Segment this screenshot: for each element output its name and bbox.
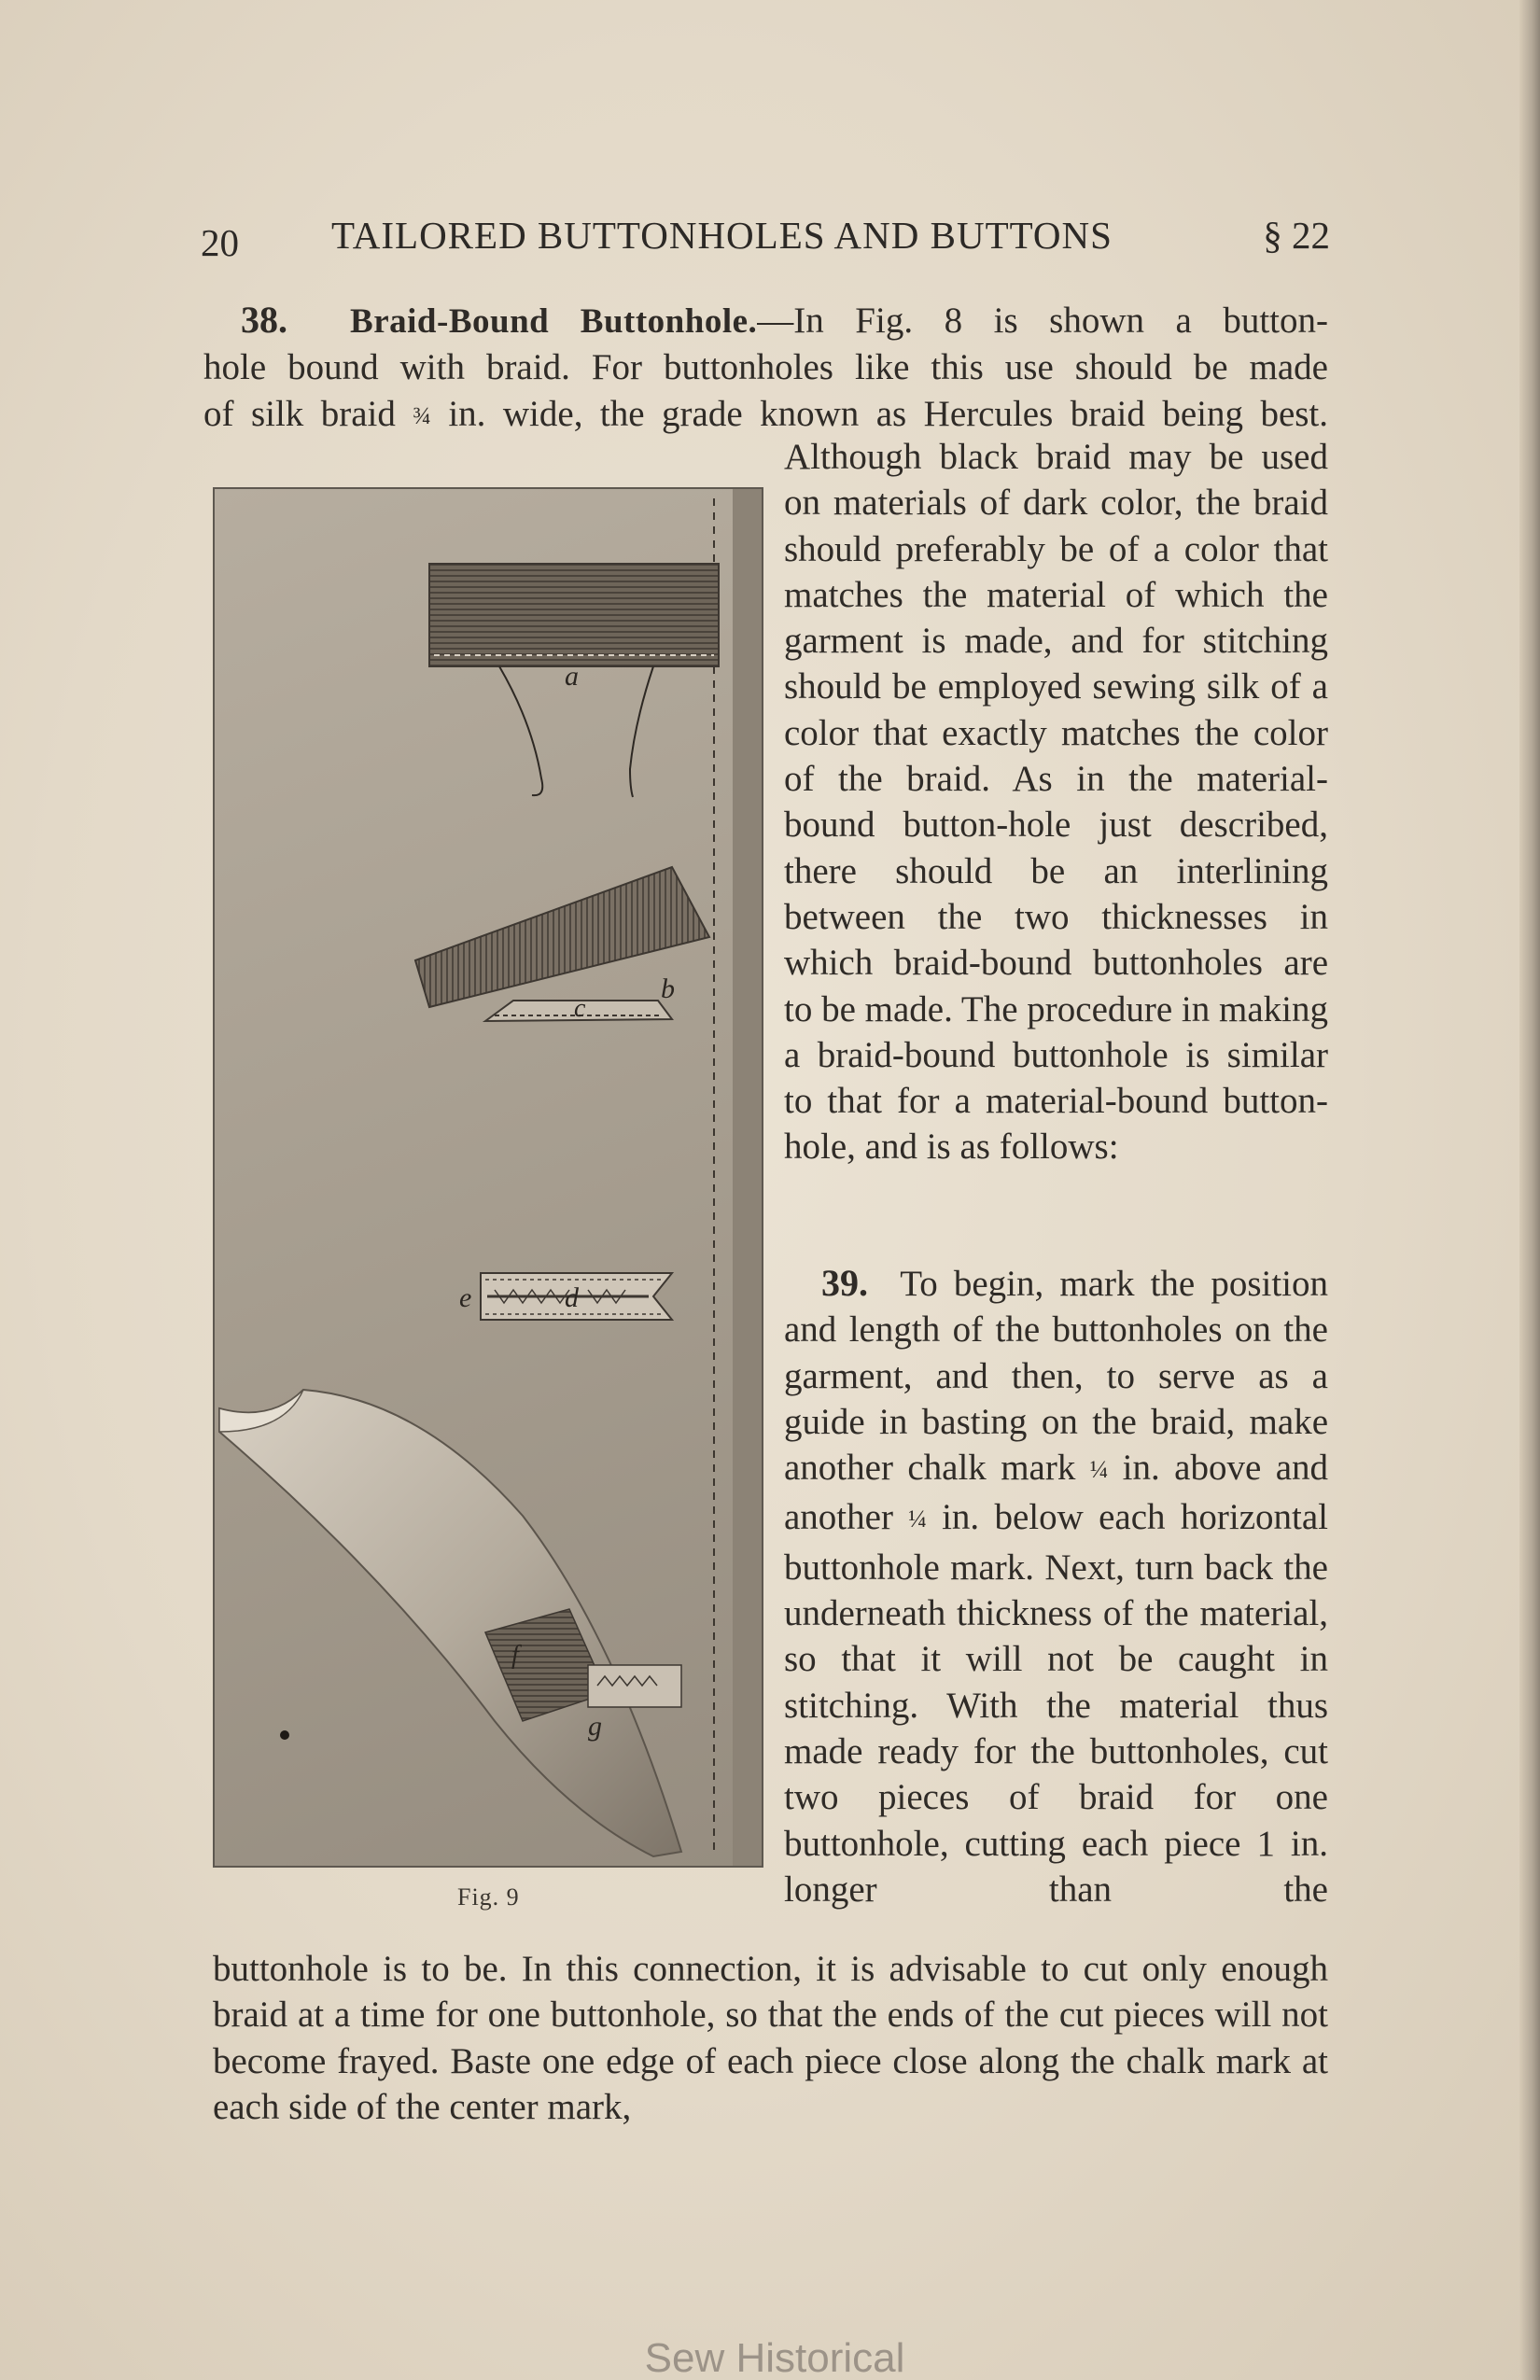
text-line: in. wide, the grade known as Hercules braid being best. [430,393,1329,434]
turned-back-corner [219,1390,681,1856]
paragraph-38-column [784,434,1328,1170]
paragraph-38-intro [203,297,1328,441]
page-edge [1519,0,1540,2380]
label-b: b [661,973,675,1004]
paragraph-39-column [784,1260,1328,1912]
text-segment: in. below each horizontal buttonhole mark. Next, turn back the underneath thickness of the material, so that it will not be caught in stitching. With the material thus made ready for the buttonholes, cut two pieces of braid for one buttonhole, cutting each piece 1 in. longer than the [784,1497,1328,1910]
paragraph-number-38: 38. [241,299,287,341]
section-number: § 22 [1263,214,1330,257]
paragraph-heading: Braid-Bound Buttonhole. [350,302,758,341]
text-segment: in. above and another [784,1448,1329,1538]
paragraph-39-continuation [213,1946,1328,2130]
fold-edge [733,489,762,1866]
bottom-text: buttonhole is to be. In this connection, it is advisable to cut only enough braid at a time for one buttonhole, so that the ends of the cut pieces will not become frayed. Baste one edge of each piece close along the chalk mark at each side of the center mark, [213,1949,1328,2127]
figure-drawing [215,489,762,1866]
label-e: e [459,1282,472,1313]
text-line: hole bound with braid. For buttonholes like this use should be made [203,347,1328,388]
label-c: c [574,994,586,1023]
text-line: —In Fig. 8 is shown a button- [757,301,1329,341]
speck [280,1730,289,1740]
running-title: TAILORED BUTTONHOLES AND BUTTONS [331,214,1113,257]
fraction: ¼ [908,1505,927,1533]
watermark: Sew Historical [644,2335,905,2380]
column-text: Although black braid may be used on materials of dark color, the braid should preferably be of a color that matches the material of which the garment is made, and for stitching should be employed sewing silk of a color that exactly matches the color of the braid. As in the material-bound button-hole just described, there should be an interlining between the two thicknesses in which braid-bound buttonholes are to be made. The procedure in making a braid-bound buttonhole is similar to that for a material-bound button-hole, and is as follows: [784,437,1329,1168]
figure-9-illustration [213,487,763,1868]
text-line: of silk braid [203,393,413,434]
page-number: 20 [201,221,239,264]
paragraph-number-39: 39. [821,1262,868,1304]
text-segment: To begin, mark the position and length of the buttonholes on the garment, and then, to serve as a guide in basting on the braid, make another chalk mark [784,1264,1328,1489]
label-d: d [565,1282,579,1313]
label-a: a [565,661,579,692]
fraction: ¼ [1089,1456,1109,1484]
figure-caption: Fig. 9 [457,1883,520,1911]
label-g: g [588,1711,602,1742]
running-head [201,213,1330,269]
fraction: ¾ [413,401,431,429]
label-f: f [511,1641,519,1670]
